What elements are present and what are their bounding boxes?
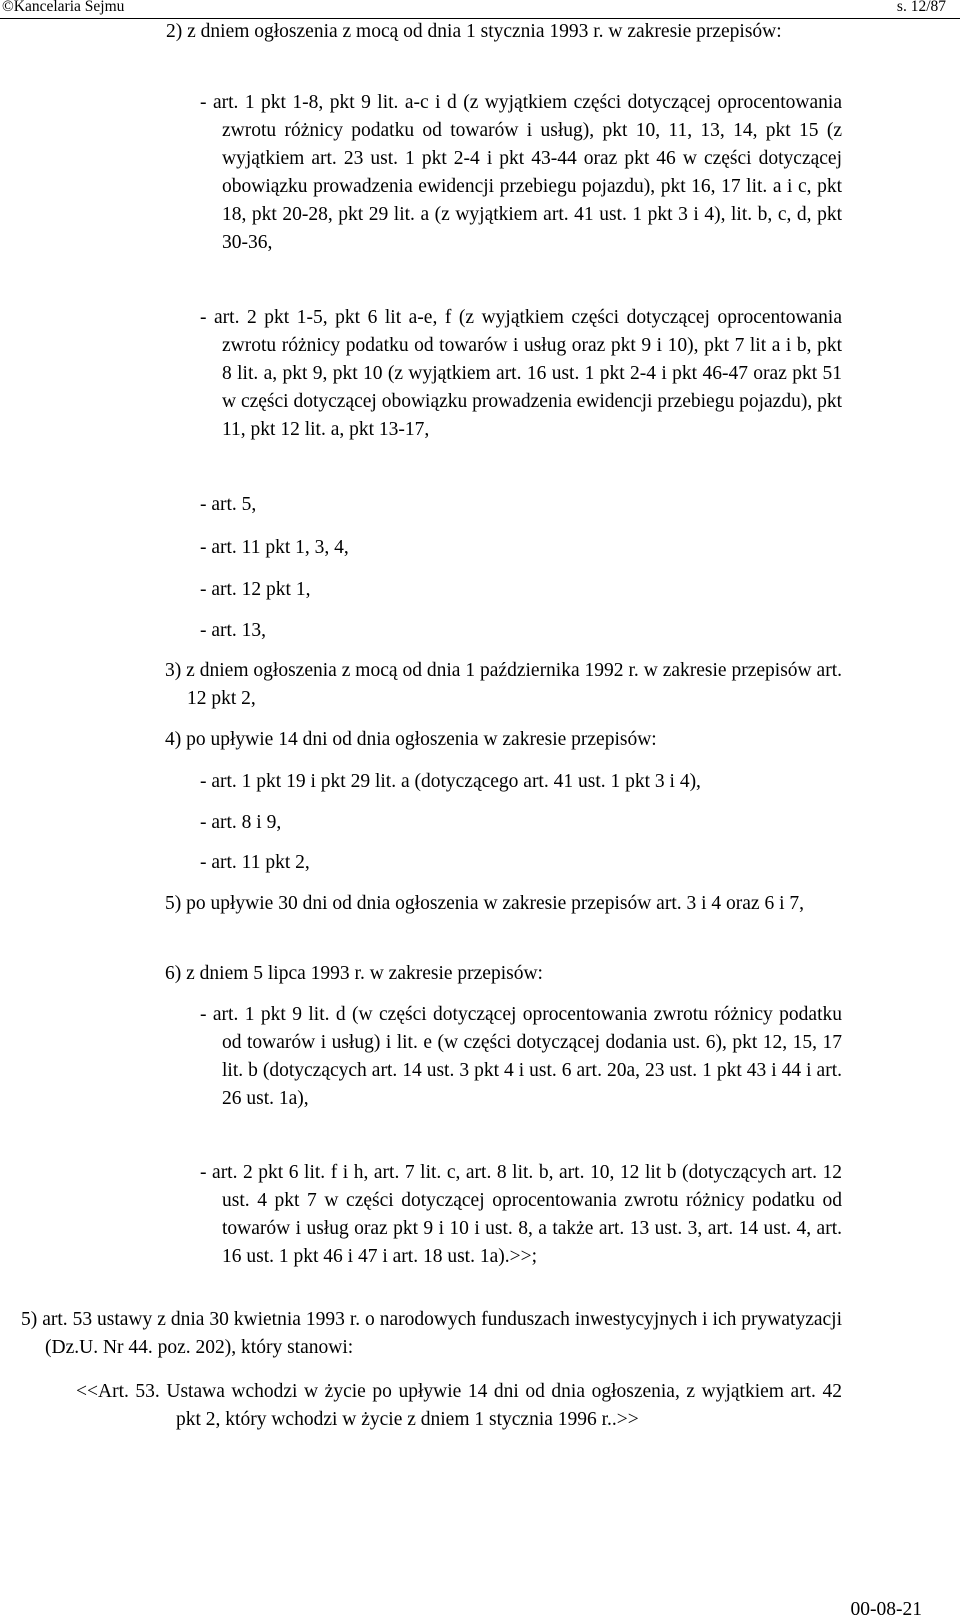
list-item-art-1-pkt-19: - art. 1 pkt 19 i pkt 29 lit. a (dotyczącego art. 41 ust. 1 pkt 3 i 4), xyxy=(200,771,701,792)
list-item-art-8-9: - art. 8 i 9, xyxy=(200,812,282,833)
list-item-art-11-pkt-2: - art. 11 pkt 2, xyxy=(200,852,310,873)
list-item-5: 5) po upływie 30 dni od dnia ogłoszenia w zakresie przepisów art. 3 i 4 oraz 6 i 7, xyxy=(165,893,804,914)
footer-date: 00-08-21 xyxy=(850,1599,922,1620)
quoted-article-53: <<Art. 53. Ustawa wchodzi w życie po upływie 14 dni od dnia ogłoszenia, z wyjątkiem art. 42 pkt 2, który wchodzi w życie z dniem 1 stycznia 1996 r..>> xyxy=(76,1381,842,1430)
list-item-art-11: - art. 11 pkt 1, 3, 4, xyxy=(200,537,349,558)
list-item-art-1-pkt-9: - art. 1 pkt 9 lit. d (w części dotyczącej oprocentowania zwrotu różnicy podatku od towarów i usług) i lit. e (w części dotyczącej dodania ust. 6), pkt 12, 15, 17 lit. b (dotyczących art. 14 ust. 3 pkt 4 i ust. 6 art. 20a, 23 ust. 1 pkt 43 i 44 i art. 26 ust. 1a), xyxy=(200,1004,842,1109)
list-item-3: 3) z dniem ogłoszenia z mocą od dnia 1 października 1992 r. w zakresie przepisów art. 12 pkt 2, xyxy=(165,660,842,709)
list-item-art-1: - art. 1 pkt 1-8, pkt 9 lit. a-c i d (z wyjątkiem części dotyczącej oprocentowania zwrotu różnicy podatku od towarów i usług), pkt 10, 11, 13, 14, pkt 15 (z wyjątkiem art. 23 ust. 1 pkt 2-4 i pkt 43-44 oraz pkt 46 w części dotyczącej obowiązku prowadzenia ewidencji przebiegu pojazdu), pkt 16, 17 lit. a i c, pkt 18, pkt 20-28, pkt 29 lit. a (z wyjątkiem art. 41 ust. 1 pkt 3 i 4), lit. b, c, d, pkt 30-36, xyxy=(200,92,842,253)
list-item-art-2-pkt-6: - art. 2 pkt 6 lit. f i h, art. 7 lit. c, art. 8 lit. b, art. 10, 12 lit b (dotyczących art. 12 ust. 4 pkt 7 w części dotyczącej oprocentowania zwrotu różnicy podatku od towarów i usług oraz pkt 9 i 10 i ust. 8, a także art. 13 ust. 3, art. 14 ust. 4, art. 16 ust. 1 pkt 46 i 47 i art. 18 ust. 1a).>>; xyxy=(200,1162,842,1267)
list-item-2: 2) z dniem ogłoszenia z mocą od dnia 1 stycznia 1993 r. w zakresie przepisów: xyxy=(166,21,782,42)
list-item-art-13: - art. 13, xyxy=(200,620,267,641)
list-item-4: 4) po upływie 14 dni od dnia ogłoszenia w zakresie przepisów: xyxy=(165,729,657,750)
list-item-art-2: - art. 2 pkt 1-5, pkt 6 lit a-e, f (z wyjątkiem części dotyczącej oprocentowania zwrotu różnicy podatku od towarów i usług oraz pkt 9 i 10), pkt 7 lit a i b, pkt 8 lit. a, pkt 9, pkt 10 (z wyjątkiem art. 16 ust. 1 pkt 2-4 i pkt 46-47 oraz pkt 51 w części dotyczącej obowiązku prowadzenia ewidencji przebiegu pojazdu), pkt 11, pkt 12 lit. a, pkt 13-17, xyxy=(200,307,842,440)
list-item-5-art-53: 5) art. 53 ustawy z dnia 30 kwietnia 1993 r. o narodowych funduszach inwestycyjnych i ich prywatyzacji (Dz.U. Nr 44. poz. 202), który stanowi: xyxy=(21,1309,842,1358)
list-item-art-5: - art. 5, xyxy=(200,494,257,515)
header-source: ©Kancelaria Sejmu xyxy=(2,0,125,15)
page-number: s. 12/87 xyxy=(896,0,946,15)
page-header xyxy=(0,0,960,19)
list-item-6: 6) z dniem 5 lipca 1993 r. w zakresie przepisów: xyxy=(165,963,543,984)
list-item-art-12: - art. 12 pkt 1, xyxy=(200,579,311,600)
